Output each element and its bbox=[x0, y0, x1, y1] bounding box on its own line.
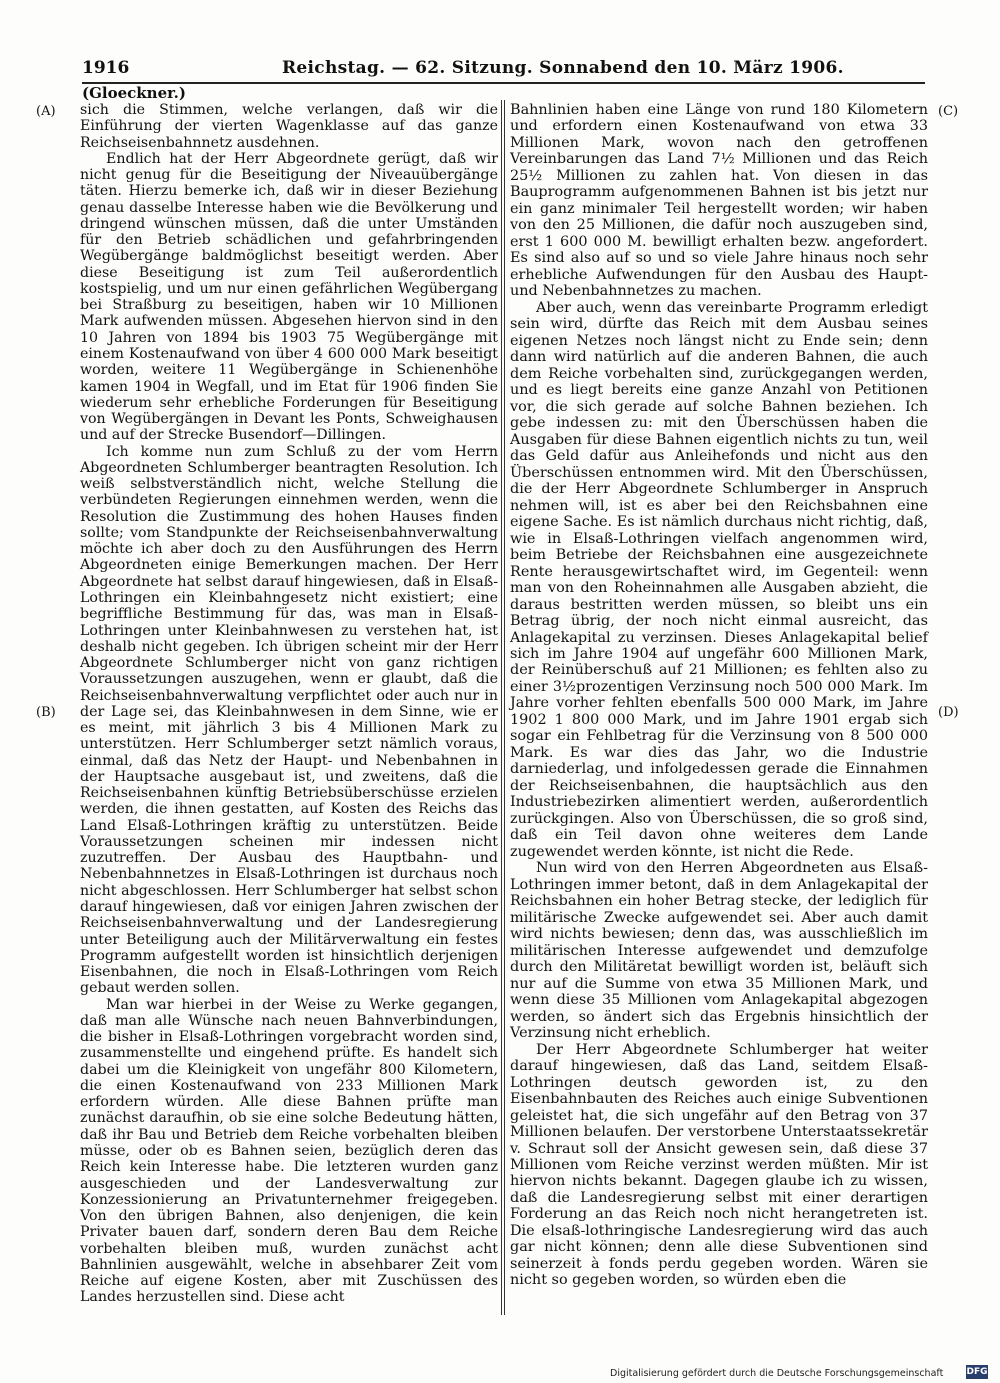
header-title: Reichstag. — 62. Sitzung. Sonnabend den 10. März 1906. bbox=[282, 58, 844, 78]
right-column bbox=[510, 102, 928, 1289]
column-divider bbox=[504, 100, 505, 1315]
paragraph: Bahnlinien haben eine Länge von rund 180 Kilometern und erfordern einen Kostenaufwand von etwa 33 Millionen Mark, wovon nach den getroffenen Vereinbarungen das Land 7½ Millionen und das Reich 25½ Millionen zu zahlen hat. Von diesen in das Bauprogramm aufgenommenen Bahnen ist bis jetzt nur ein ganz minimaler Teil hergestellt worden; wir haben von den 25 Millionen, die dafür noch auszugeben sind, erst 1 600 000 M. bewilligt erhalten bezw. angefordert. Es sind also auf so und so viele Jahre hinaus noch sehr erhebliche Aufwendungen für den Ausbau des Haupt- und Nebenbahnnetzes zu machen. bbox=[510, 102, 928, 300]
paragraph: Endlich hat der Herr Abgeordnete gerügt, daß wir nicht genug für die Beseitigung der Niveauübergänge täten. Hierzu bemerke ich, daß wir in dieser Beziehung genau dasselbe Interesse haben wie die Bevölkerung und dringend wünschen müssen, daß die unter Umständen für den Betrieb schädlichen und gefahrbringenden Wegübergänge baldmöglichst beseitigt werden. Aber diese Beseitigung ist zum Teil außerordentlich kostspielig, und um nur einen gefährlichen Wegübergang bei Straßburg zu beseitigen, haben wir 10 Millionen Mark aufwenden müssen. Abgesehen hiervon sind in den 10 Jahren von 1894 bis 1903 75 Wegübergänge mit einem Kostenaufwand von über 4 600 000 Mark beseitigt worden, weitere 11 Wegübergänge in Schienenhöhe kamen 1904 in Wegfall, und im Etat für 1906 finden Sie wiederum sehr erhebliche Forderungen für Beseitigung von Wegübergängen in Devant les Ponts, Schweighausen und auf der Strecke Busendorf—Dillingen. bbox=[80, 150, 498, 444]
page-number: 1916 bbox=[82, 58, 130, 78]
paragraph: Nun wird von den Herren Abgeordneten aus Elsaß-Lothringen immer betont, daß in dem Anlagekapital der Reichsbahnen ein hoher Betrag stecke, der lediglich für militärische Zwecke aufgewendet sei. Aber auch damit wird nichts bewiesen; denn das, was ausschließlich im militärischen Interesse aufgewendet und demzufolge durch den Militäretat bewilligt worden ist, beläuft sich nur auf die Summe von etwa 35 Millionen Mark, und wenn diese 35 Millionen vom Anlagekapital abgezogen werden, so ändert sich das Ergebnis hinsichtlich der Verzinsung nicht erheblich. bbox=[510, 860, 928, 1042]
footer-credit: Digitalisierung gefördert durch die Deutsche Forschungsgemeinschaft bbox=[610, 1368, 944, 1379]
margin-mark-d: (D) bbox=[938, 705, 959, 720]
margin-mark-b: (B) bbox=[36, 705, 56, 720]
paragraph: Aber auch, wenn das vereinbarte Programm erledigt sein wird, dürfte das Reich mit dem Ausbau seines eigenen Netzes noch längst nicht zu Ende sein; denn dann wird natürlich auf die anderen Bahnen, die auch dem Reiche vorbehalten sind, zurückgegangen werden, und es liegt bereits eine ganze Anzahl von Petitionen vor, die sich gerade auf solche Bahnen beziehen. Ich gebe indessen zu: mit den Überschüssen haben die Ausgaben für diese Bahnen eigentlich nichts zu tun, weil das Geld dafür aus Anleihefonds und nicht aus den Überschüssen entnommen wird. Mit den Überschüssen, die der Herr Abgeordnete Schlumberger in Anspruch nehmen will, ist es aber bei den Reichsbahnen eine eigene Sache. Es ist nämlich durchaus nicht richtig, daß, wie in Elsaß-Lothringen vielfach angenommen wird, beim Betriebe der Reichsbahnen eine ausgezeichnete Rente herausgewirtschaftet wird, im Gegenteil: wenn man von den Roheinnahmen alle Ausgaben abzieht, die daraus bestritten werden müssen, so bleibt uns ein Betrag übrig, der noch nicht einmal ausreicht, das Anlagekapital zu verzinsen. Dieses Anlagekapital belief sich im Jahre 1904 auf ungefähr 600 Millionen Mark, der Reinüberschuß auf 21 Millionen; es fehlten also zu einer 3½prozentigen Verzinsung noch 500 000 Mark. Im Jahre vorher fehlten ebenfalls 500 000 Mark, im Jahre 1902 1 800 000 Mark, und im Jahre 1901 ergab sich sogar ein Fehlbetrag für die Verzinsung von 8 500 000 Mark. Es war dies das Jahr, wo die Industrie darniederlag, und infolgedessen gerade die Einnahmen der Reichseisenbahnen, die hauptsächlich aus den Industriebezirken alimentiert werden, außerordentlich zurückgingen. Also von Überschüssen, die so groß sind, daß ein Teil davon ohne weiteres dem Lande zugewendet werden könnte, ist nicht die Rede. bbox=[510, 299, 928, 860]
speaker-name: (Gloeckner.) bbox=[82, 84, 186, 102]
paragraph: sich die Stimmen, welche verlangen, daß wir die Einführung der vierten Wagenklasse auf das ganze Reichseisenbahnnetz ausdehnen. bbox=[80, 102, 498, 151]
margin-mark-a: (A) bbox=[36, 104, 56, 119]
page-header bbox=[82, 58, 925, 84]
column-divider bbox=[501, 100, 502, 1315]
margin-mark-c: (C) bbox=[938, 104, 959, 119]
paragraph: Ich komme nun zum Schluß zu der vom Herrn Abgeordneten Schlumberger beantragten Resolution. Ich weiß selbstverständlich nicht, welche Stellung die verbündeten Regierungen einnehmen werden, wenn die Resolution die Zustimmung des hohen Hauses finden sollte; vom Standpunkte der Reichseisenbahnverwaltung möchte ich aber doch zu den Ausführungen des Herrn Abgeordneten einige Bemerkungen machen. Der Herr Abgeordnete hat selbst darauf hingewiesen, daß in Elsaß-Lothringen ein Kleinbahngesetz nicht existiert; eine begriffliche Bestimmung für das, was man in Elsaß-Lothringen unter Kleinbahnwesen zu verstehen hat, ist deshalb nicht gegeben. Ich übrigen scheint mir der Herr Abgeordnete Schlumberger nicht von ganz richtigen Voraussetzungen auszugehen, wenn er glaubt, daß die Reichseisenbahnverwaltung verpflichtet oder auch nur in der Lage sei, das Kleinbahnwesen in dem Sinne, wie er es meint, mit jährlich 3 bis 4 Millionen Mark zu unterstützen. Herr Schlumberger setzt nämlich voraus, einmal, daß das Netz der Haupt- und Nebenbahnen in der Hauptsache ausgebaut ist, und zweitens, daß die Reichseisenbahnen künftig Betriebsüberschüsse erzielen werden, die ihnen gestatten, auf Kosten des Reichs das Land Elsaß-Lothringen kräftig zu unterstützen. Beide Voraussetzungen scheinen mir indessen nicht zuzutreffen. Der Ausbau des Hauptbahn- und Nebenbahnnetzes in Elsaß-Lothringen ist durchaus noch nicht abgeschlossen. Herr Schlumberger hat selbst schon darauf hingewiesen, daß vor einigen Jahren zwischen der Reichseisenbahnverwaltung und der Landesregierung unter Beteiligung auch der Militärverwaltung ein festes Programm aufgestellt worden ist hinsichtlich derjenigen Eisenbahnen, die noch in Elsaß-Lothringen vom Reich gebaut werden sollen. bbox=[80, 443, 498, 997]
paragraph: Man war hierbei in der Weise zu Werke gegangen, daß man alle Wünsche nach neuen Bahnverbindungen, die bisher in Elsaß-Lothringen vorgebracht worden sind, zusammenstellte und eingehend prüfte. Es handelt sich dabei um die Kleinigkeit von ungefähr 800 Kilometern, die einen Kostenaufwand von 233 Millionen Mark erfordern würden. Alle diese Bahnen prüfte man zunächst daraufhin, ob sie eine solche Bedeutung hätten, daß ihr Bau und Betrieb dem Reiche vorbehalten bleiben müsse, oder ob es Bahnen seien, bezüglich deren das Reich kein Interesse habe. Die letzteren wurden ganz ausgeschieden und der Landesverwaltung zur Konzessionierung an Privatunternehmer freigegeben. Von den übrigen Bahnen, also denjenigen, die kein Privater bauen darf, sondern deren Bau dem Reiche vorbehalten bleiben muß, wurden zunächst acht Bahnlinien ausgewählt, welche in absehbarer Zeit vom Reiche auf eigene Kosten, aber mit Zuschüssen des Landes herzustellen sind. Diese acht bbox=[80, 996, 498, 1306]
dfg-logo: DFG bbox=[966, 1367, 988, 1377]
left-column bbox=[80, 102, 498, 1306]
paragraph: Der Herr Abgeordnete Schlumberger hat weiter darauf hingewiesen, daß das Land, seitdem Elsaß-Lothringen deutsch geworden ist, zu den Eisenbahnbauten des Reiches auch einige Subventionen geleistet hat, die sich ungefähr auf den Betrag von 37 Millionen belaufen. Der verstorbene Unterstaatssekretär v. Schraut soll der Ansicht gewesen sein, daß diese 37 Millionen vom Reiche verzinst werden müßten. Mir ist hiervon nichts bekannt. Dagegen glaube ich zu wissen, daß die Landesregierung selbst mit einer derartigen Forderung an das Reich noch nicht herangetreten ist. Die elsaß-lothringische Landesregierung wird das auch gar nicht können; denn alle diese Subventionen sind seinerzeit à fonds perdu gegeben worden. Wären sie nicht so gegeben worden, so würden eben die bbox=[510, 1041, 928, 1289]
